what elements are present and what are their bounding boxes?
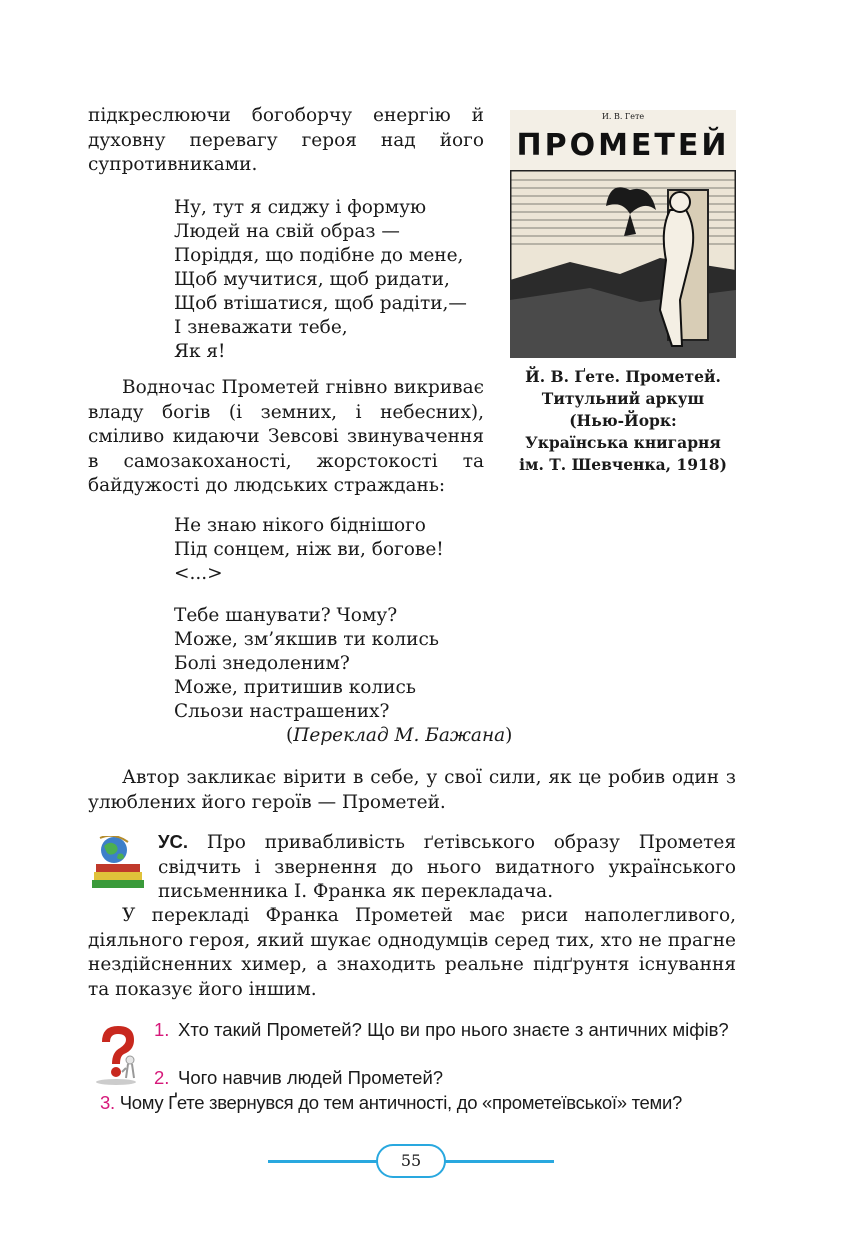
poem-line: Людей на свій образ —: [174, 221, 400, 242]
poem-line: Як я!: [174, 341, 226, 362]
translation-credit: (Переклад М. Бажана): [286, 725, 513, 746]
us-label: УС.: [158, 831, 189, 852]
poem-line: Може, притишив колись: [174, 677, 416, 698]
poem-stanza-3: [174, 604, 439, 724]
globe-books-icon: [86, 836, 154, 898]
poem-line: Поріддя, що подібне до мене,: [174, 245, 464, 266]
caption-line: Й. В. Ґете. Прометей.: [525, 367, 721, 386]
book-cover-image: [510, 110, 736, 358]
paragraph-3: Автор закликає вірити в себе, у свої сили, як це робив один з улюблених його героїв — Прометей.: [88, 767, 736, 813]
poem-line: Сльози настрашених?: [174, 701, 390, 722]
cover-author-line: И. В. Гете: [601, 112, 645, 121]
caption-line: Титульний аркуш: [541, 389, 705, 408]
poem-line: Щоб мучитися, щоб ридати,: [174, 269, 450, 290]
footer-line-left: [268, 1160, 378, 1163]
caption-line: ім. Т. Шевченка, 1918): [519, 455, 727, 474]
question-2: [154, 1066, 738, 1090]
question-text: Чого навчив людей Прометей?: [178, 1067, 444, 1088]
poem-line: Тебе шанувати? Чому?: [174, 605, 398, 626]
poem-line: Не знаю нікого біднішого: [174, 515, 426, 536]
footer-line-right: [444, 1160, 554, 1163]
caption-line: Українська книгарня: [525, 433, 721, 452]
poem-stanza-2: [174, 514, 444, 586]
cover-title: ПРОМЕТЕЙ: [516, 128, 730, 163]
question-number: 1.: [154, 1019, 170, 1040]
poem-line: Під сонцем, ніж ви, богове!: [174, 539, 444, 560]
paragraph-4: У перекладі Франка Прометей має риси наполегливого, діяльного героя, який шукає однодумців серед тих, хто не прагне нездійсненних химер, а знаходить реальне підґрунтя існування та показує його іншим.: [88, 905, 736, 1000]
intro-paragraph: підкреслюючи богоборчу енергію й духовну перевагу героя над його супротивниками.: [88, 105, 484, 175]
question-mark-person-icon: [92, 1024, 142, 1086]
page-number: 55: [376, 1144, 446, 1178]
question-text: Хто такий Прометей? Що ви про нього знаєте з античних міфів?: [178, 1019, 729, 1040]
caption-line: (Нью-Йорк:: [569, 411, 677, 430]
poem-line: Болі знедоленим?: [174, 653, 350, 674]
question-number: 3.: [100, 1092, 115, 1113]
question-1: [154, 1018, 738, 1042]
poem-line: Щоб втішатися, щоб радіти,—: [174, 293, 467, 314]
question-number: 2.: [154, 1067, 170, 1088]
image-caption: [510, 366, 736, 476]
translator-name: Переклад М. Бажана: [293, 725, 506, 746]
poem-line: І зневажати тебе,: [174, 317, 348, 338]
us-block: [158, 830, 736, 905]
poem-stanza-1: [174, 196, 467, 364]
poem-line: <...>: [174, 563, 223, 584]
question-3: [100, 1091, 750, 1115]
poem-line: Може, зм’якшив ти колись: [174, 629, 439, 650]
cover-illustration: [510, 170, 736, 358]
us-text: Про привабливість ґетівського образу Прометея свідчить і звернення до нього видатного українського письменника І. Франка як перекладача.: [158, 832, 736, 902]
poem-line: Ну, тут я сиджу і формую: [174, 197, 427, 218]
question-text: Чому Ґете звернувся до тем античності, до «прометеївської» теми?: [119, 1092, 682, 1113]
paragraph-2: Водночас Прометей гнівно викриває владу богів (і земних, і небесних), сміливо кидаючи Зевсові звинувачення в самозакоханості, жорстокості та байдужості до людських страждань:: [88, 377, 484, 496]
